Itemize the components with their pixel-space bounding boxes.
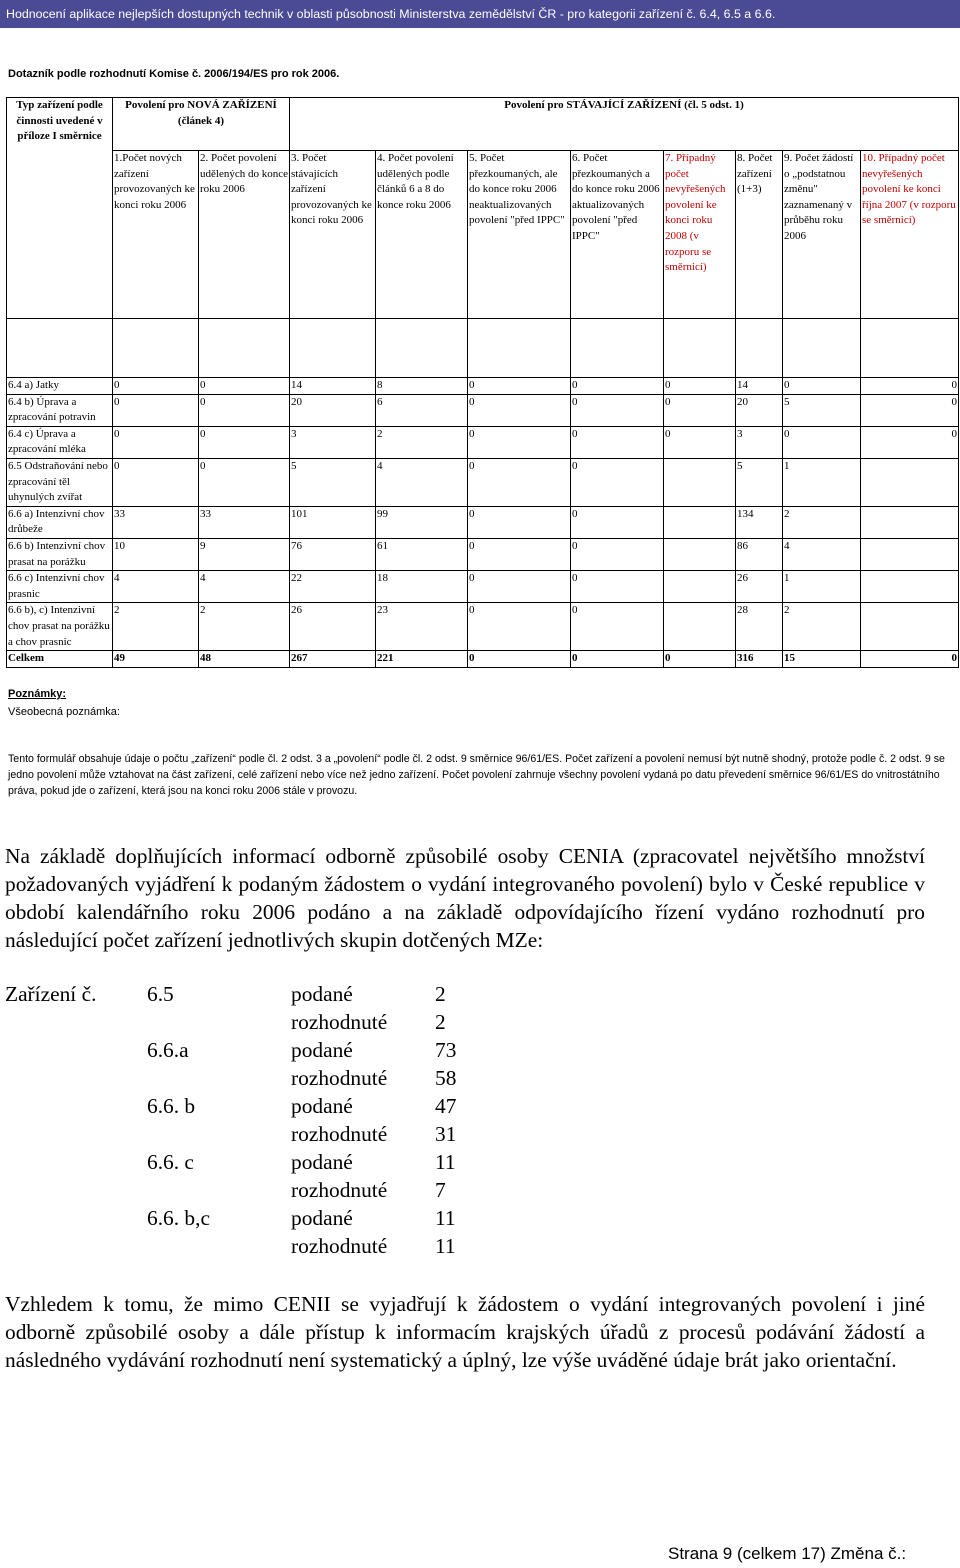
row-label: 6.4 c) Úprava a zpracování mléka — [7, 426, 113, 458]
table-cell: 1 — [783, 458, 861, 506]
questionnaire-title: Dotazník podle rozhodnutí Komise č. 2006/194/ES pro rok 2006. — [8, 68, 340, 80]
table-cell: 0 — [199, 458, 290, 506]
facility-code: 6.5 — [147, 982, 174, 1006]
table-row — [7, 538, 959, 570]
general-note-label: Všeobecná poznámka: — [8, 706, 120, 718]
facility-count: 58 — [435, 1066, 457, 1090]
table-row — [7, 603, 959, 651]
facility-status: rozhodnuté — [291, 1066, 388, 1090]
facility-status: rozhodnuté — [291, 1234, 388, 1258]
table-cell: 0 — [468, 506, 571, 538]
table-cell: 3 — [290, 426, 376, 458]
table-cell: 2 — [199, 603, 290, 651]
facility-count: 7 — [435, 1178, 446, 1202]
table-cell: 0 — [571, 571, 664, 603]
table-cell: 134 — [736, 506, 783, 538]
table-cell: 10 — [113, 538, 199, 570]
table-cell: 0 — [664, 394, 736, 426]
table-cell: 0 — [861, 651, 959, 668]
table-cell: 2 — [376, 426, 468, 458]
table-cell: 26 — [290, 603, 376, 651]
facility-count: 47 — [435, 1094, 457, 1118]
facility-count: 11 — [435, 1150, 456, 1174]
cenia-paragraph: Na základě doplňujících informací odborně způsobilé osoby CENIA (zpracovatel největšího množství požadovaných vyjádření k podaným žádostem o vydání integrovaného povolení) bylo v České republice v období kalendářního roku 2006 podáno a na základě odpovídajícího řízení vydáno rozhodnutí pro následující počet zařízení jednotlivých skupin dotčených MZe: — [5, 844, 925, 952]
table-cell: 5 — [736, 458, 783, 506]
table-cell — [664, 458, 736, 506]
facility-code: 6.6. b,c — [147, 1206, 210, 1230]
table-cell: 0 — [113, 394, 199, 426]
table-cell: 0 — [199, 426, 290, 458]
table-cell: 0 — [783, 426, 861, 458]
row-label: 6.6 c) Intenzivní chov prasnic — [7, 571, 113, 603]
table-cell: 0 — [199, 378, 290, 395]
facility-status: rozhodnuté — [291, 1122, 388, 1146]
column-header: 7. Případný počet nevyřešených povolení ke konci roku 2008 (v rozporu se směrnicí) — [664, 151, 736, 319]
table-cell: 5 — [290, 458, 376, 506]
table-cell: 99 — [376, 506, 468, 538]
row-label: 6.6 a) Intenzivní chov drůbeže — [7, 506, 113, 538]
table-cell: 33 — [199, 506, 290, 538]
column-header: 9. Počet žádostí o „podstatnou změnu" zaznamenaný v průběhu roku 2006 — [783, 151, 861, 319]
table-cell: 0 — [468, 651, 571, 668]
table-cell: 0 — [861, 426, 959, 458]
table-cell: 2 — [783, 603, 861, 651]
table-cell: 33 — [113, 506, 199, 538]
table-cell: 1 — [783, 571, 861, 603]
table-cell: 0 — [861, 378, 959, 395]
facilities-label: Zařízení č. — [5, 982, 97, 1006]
table-cell: 2 — [113, 603, 199, 651]
permits-table — [6, 97, 959, 668]
table-cell: 0 — [468, 571, 571, 603]
type-header: Typ zařízení podle činnosti uvedené v příloze I směrnice — [7, 98, 113, 319]
conclusion-paragraph: Vzhledem k tomu, že mimo CENII se vyjadřují k žádostem o vydání integrovaných povolení i jiné odborně způsobilé osoby a dále přístup k informacím krajských úřadů z procesů podávání žádostí a následného vydávání rozhodnutí není systematický a úplný, lze výše uváděné údaje brát jako orientační. — [5, 1292, 925, 1372]
table-cell: 0 — [113, 458, 199, 506]
table-cell: 22 — [290, 571, 376, 603]
row-label: 6.4 b) Úprava a zpracování potravin — [7, 394, 113, 426]
table-cell: 2 — [783, 506, 861, 538]
table-cell: 4 — [199, 571, 290, 603]
table-cell: 101 — [290, 506, 376, 538]
notes-heading: Poznámky: — [8, 688, 67, 700]
table-cell: 8 — [376, 378, 468, 395]
table-cell — [664, 538, 736, 570]
table-row — [7, 506, 959, 538]
table-cell: 0 — [664, 426, 736, 458]
table-cell: 9 — [199, 538, 290, 570]
table-cell: 221 — [376, 651, 468, 668]
table-cell: 14 — [736, 378, 783, 395]
facility-code: 6.6.a — [147, 1038, 189, 1062]
facility-count: 73 — [435, 1038, 457, 1062]
table-cell: 267 — [290, 651, 376, 668]
table-body — [7, 378, 959, 668]
table-cell: 0 — [113, 426, 199, 458]
table-cell: 49 — [113, 651, 199, 668]
row-label: Celkem — [7, 651, 113, 668]
table-row — [7, 458, 959, 506]
table-cell: 28 — [736, 603, 783, 651]
page-footer: Strana 9 (celkem 17) Změna č.: — [668, 1544, 907, 1563]
table-cell — [664, 571, 736, 603]
facility-code: 6.6. b — [147, 1094, 196, 1118]
facility-count: 11 — [435, 1234, 456, 1258]
table-cell: 0 — [571, 378, 664, 395]
column-header: 2. Počet povolení udělených do konce roku 2006 — [199, 151, 290, 319]
table-cell: 0 — [199, 394, 290, 426]
table-cell: 61 — [376, 538, 468, 570]
column-header: 5. Počet přezkoumaných, ale do konce roku 2006 neaktualizovaných povolení "před IPPC" — [468, 151, 571, 319]
table-cell: 0 — [571, 651, 664, 668]
new-installations-header: Povolení pro NOVÁ ZAŘÍZENÍ (článek 4) — [113, 98, 290, 151]
facility-count: 2 — [435, 1010, 446, 1034]
table-cell: 18 — [376, 571, 468, 603]
facility-status: podané — [291, 1038, 353, 1062]
facility-status: podané — [291, 1150, 353, 1174]
facility-status: rozhodnuté — [291, 1010, 388, 1034]
table-cell: 0 — [468, 426, 571, 458]
table-cell: 3 — [736, 426, 783, 458]
column-header: 6. Počet přezkoumaných a do konce roku 2006 aktualizovaných povolení "před IPPC" — [571, 151, 664, 319]
table-cell: 26 — [736, 571, 783, 603]
table-cell: 4 — [783, 538, 861, 570]
table-cell — [861, 603, 959, 651]
table-cell: 20 — [736, 394, 783, 426]
table-cell: 20 — [290, 394, 376, 426]
row-label: 6.6 b) Intenzivní chov prasat na porážku — [7, 538, 113, 570]
table-row — [7, 378, 959, 395]
column-header: 3. Počet stávajících zařízení provozovaných ke konci roku 2006 — [290, 151, 376, 319]
table-cell: 0 — [664, 378, 736, 395]
spacer-row — [7, 319, 959, 378]
row-label: 6.5 Odstraňování nebo zpracování těl uhynulých zvířat — [7, 458, 113, 506]
column-header: 1.Počet nových zařízení provozovaných ke konci roku 2006 — [113, 151, 199, 319]
table-cell: 5 — [783, 394, 861, 426]
table-cell: 4 — [376, 458, 468, 506]
column-header: 4. Počet povolení udělených podle článků 6 a 8 do konce roku 2006 — [376, 151, 468, 319]
existing-installations-header: Povolení pro STÁVAJÍCÍ ZAŘÍZENÍ (čl. 5 odst. 1) — [290, 98, 959, 151]
table-cell: 14 — [290, 378, 376, 395]
table-cell — [861, 506, 959, 538]
facility-status: podané — [291, 1094, 353, 1118]
header-title: Hodnocení aplikace nejlepších dostupných technik v oblasti působnosti Ministerstva zemědělství ČR - pro kategorii zařízení č. 6.4, 6.5 a 6.6. — [6, 7, 776, 21]
facility-code: 6.6. c — [147, 1150, 194, 1174]
table-cell: 0 — [783, 378, 861, 395]
table-cell — [861, 458, 959, 506]
table-cell: 0 — [571, 603, 664, 651]
table-cell: 23 — [376, 603, 468, 651]
table-cell: 0 — [468, 603, 571, 651]
table-cell: 0 — [468, 394, 571, 426]
facility-status: podané — [291, 982, 353, 1006]
table-cell — [664, 603, 736, 651]
column-header: 10. Případný počet nevyřešených povolení ke konci října 2007 (v rozporu se směrnicí) — [861, 151, 959, 319]
header-bar — [0, 0, 960, 28]
table-cell: 0 — [571, 426, 664, 458]
table-cell: 6 — [376, 394, 468, 426]
facility-status: podané — [291, 1206, 353, 1230]
table-cell: 0 — [468, 538, 571, 570]
table-cell: 0 — [468, 458, 571, 506]
table-cell: 76 — [290, 538, 376, 570]
table-row — [7, 426, 959, 458]
table-cell: 0 — [571, 394, 664, 426]
table-cell: 48 — [199, 651, 290, 668]
table-cell: 0 — [861, 394, 959, 426]
table-cell: 4 — [113, 571, 199, 603]
table-cell: 316 — [736, 651, 783, 668]
table-cell: 0 — [664, 651, 736, 668]
facility-status: rozhodnuté — [291, 1178, 388, 1202]
table-cell — [861, 538, 959, 570]
facility-count: 11 — [435, 1206, 456, 1230]
table-cell: 0 — [571, 458, 664, 506]
total-row — [7, 651, 959, 668]
table-cell: 0 — [113, 378, 199, 395]
general-note-text: Tento formulář obsahuje údaje o počtu „zařízení“ podle čl. 2 odst. 3 a „povolení“ podle čl. 2 odst. 9 směrnice 96/61/ES. Počet zařízení a povolení nemusí být nutně shodný, protože podle č. 2 odst. 9 se jedno povolení může vztahovat na část zařízení, celé zařízení nebo více než jedno zařízení. Počet povolení zahrnuje všechny povolení vydaná po datu převedení směrnice 96/61/ES do vnitrostátního práva, pokud jde o zařízení, která jsou na konci roku 2006 stále v provozu. — [8, 753, 945, 797]
table-cell — [861, 571, 959, 603]
column-header: 8. Počet zařízení (1+3) — [736, 151, 783, 319]
table-cell: 0 — [571, 538, 664, 570]
table-cell: 0 — [468, 378, 571, 395]
table-row — [7, 394, 959, 426]
row-label: 6.4 a) Jatky — [7, 378, 113, 395]
facility-count: 2 — [435, 982, 446, 1006]
table-cell — [664, 506, 736, 538]
table-row — [7, 571, 959, 603]
table-cell: 15 — [783, 651, 861, 668]
facility-count: 31 — [435, 1122, 457, 1146]
table-cell: 86 — [736, 538, 783, 570]
row-label: 6.6 b), c) Intenzivní chov prasat na porážku a chov prasnic — [7, 603, 113, 651]
table-cell: 0 — [571, 506, 664, 538]
